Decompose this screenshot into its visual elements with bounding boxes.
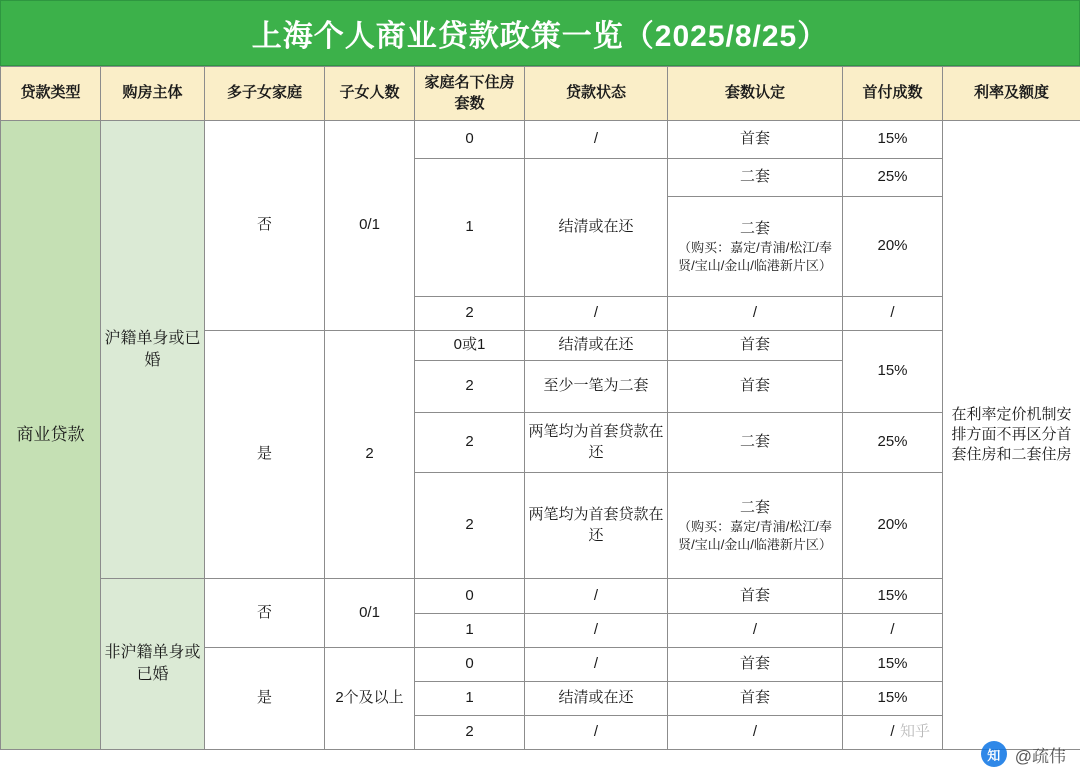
cell-down-payment: /: [843, 614, 943, 648]
column-header-loan-status: 贷款状态: [525, 67, 668, 121]
column-header-buyer-subject: 购房主体: [101, 67, 205, 121]
cell-multi-child-no: 否: [205, 579, 325, 648]
cell-recognition: /: [668, 297, 843, 331]
cell-multi-child-no: 否: [205, 121, 325, 331]
cell-loan-status: /: [525, 614, 668, 648]
cell-recognition: [668, 197, 843, 297]
cell-recognition: /: [668, 614, 843, 648]
cell-house-count: 2: [415, 716, 525, 750]
cell-down-payment: 20%: [843, 473, 943, 579]
cell-loan-status: 结清或在还: [525, 682, 668, 716]
column-header-down-payment: 首付成数: [843, 67, 943, 121]
policy-table: [0, 66, 1080, 750]
cell-recognition: [668, 473, 843, 579]
cell-loan-status: 至少一笔为二套: [525, 361, 668, 413]
column-header-house-count: 家庭名下住房套数: [415, 67, 525, 121]
cell-loan-status: 结清或在还: [525, 331, 668, 361]
cell-down-payment: /: [843, 297, 943, 331]
cell-down-payment: 15%: [843, 579, 943, 614]
table-row: [1, 121, 1080, 159]
cell-recognition: 首套: [668, 121, 843, 159]
column-header-children-count: 子女人数: [325, 67, 415, 121]
cell-subject-nonlocal: 非沪籍单身或已婚: [101, 579, 205, 750]
cell-house-count: 1: [415, 614, 525, 648]
cell-loan-type: 商业贷款: [1, 121, 101, 750]
cell-house-count: 2: [415, 361, 525, 413]
cell-recognition: 首套: [668, 361, 843, 413]
cell-loan-status: /: [525, 297, 668, 331]
cell-house-count: 0: [415, 648, 525, 682]
cell-recognition: 二套: [668, 159, 843, 197]
cell-recognition-label: 二套: [739, 498, 770, 516]
column-header-multi-child: 多子女家庭: [205, 67, 325, 121]
cell-house-count: 0: [415, 121, 525, 159]
cell-down-payment: 25%: [843, 413, 943, 473]
cell-recognition-note: （购买：嘉定/青浦/松江/奉贤/宝山/金山/临港新片区）: [678, 240, 832, 273]
cell-multi-child-yes: 是: [205, 648, 325, 750]
cell-house-count: 0或1: [415, 331, 525, 361]
cell-recognition: 二套: [668, 413, 843, 473]
cell-down-payment: 15%: [843, 121, 943, 159]
cell-loan-status: 两笔均为首套贷款在还: [525, 413, 668, 473]
cell-down-payment: 25%: [843, 159, 943, 197]
watermark-faint-text: 知乎: [899, 723, 930, 740]
page-title: 上海个人商业贷款政策一览（2025/8/25）: [251, 20, 829, 53]
cell-house-count: 1: [415, 682, 525, 716]
cell-subject-local: 沪籍单身或已婚: [101, 121, 205, 579]
cell-loan-status: /: [525, 121, 668, 159]
cell-recognition: /: [668, 716, 843, 750]
cell-house-count: 2: [415, 473, 525, 579]
cell-down-payment: 20%: [843, 197, 943, 297]
cell-house-count: 1: [415, 159, 525, 297]
column-header-loan-type: 贷款类型: [1, 67, 101, 121]
cell-down-payment: 15%: [843, 682, 943, 716]
cell-recognition-label: 二套: [739, 219, 770, 237]
table-header-row: [1, 67, 1080, 121]
cell-children-zero-one: 0/1: [325, 121, 415, 331]
cell-recognition: 首套: [668, 579, 843, 614]
cell-recognition: 首套: [668, 648, 843, 682]
cell-loan-status: 两笔均为首套贷款在还: [525, 473, 668, 579]
cell-loan-status: /: [525, 648, 668, 682]
page-title-bar: [0, 0, 1080, 66]
cell-multi-child-yes: 是: [205, 331, 325, 579]
column-header-rate-quota: 利率及额度: [943, 67, 1080, 121]
cell-loan-status: /: [525, 579, 668, 614]
table-row: [1, 579, 1080, 614]
cell-children-two: 2: [325, 331, 415, 579]
cell-down-payment: 15%: [843, 648, 943, 682]
cell-loan-status: 结清或在还: [525, 159, 668, 297]
cell-recognition-note: （购买：嘉定/青浦/松江/奉贤/宝山/金山/临港新片区）: [678, 519, 832, 552]
cell-loan-status: /: [525, 716, 668, 750]
column-header-recognition: 套数认定: [668, 67, 843, 121]
cell-children-two-plus: 2个及以上: [325, 648, 415, 750]
watermark-author: @疏伟: [1014, 746, 1066, 766]
cell-down-payment: /: [843, 716, 943, 750]
cell-house-count: 2: [415, 413, 525, 473]
cell-recognition: 首套: [668, 331, 843, 361]
watermark: [981, 741, 1066, 767]
cell-rate-note: 在利率定价机制安排方面不再区分首套住房和二套住房: [943, 121, 1080, 750]
zhihu-logo-icon: 知: [981, 741, 1007, 767]
cell-down-payment: 15%: [843, 331, 943, 413]
cell-children-zero-one: 0/1: [325, 579, 415, 648]
cell-house-count: 0: [415, 579, 525, 614]
cell-recognition: 首套: [668, 682, 843, 716]
cell-house-count: 2: [415, 297, 525, 331]
